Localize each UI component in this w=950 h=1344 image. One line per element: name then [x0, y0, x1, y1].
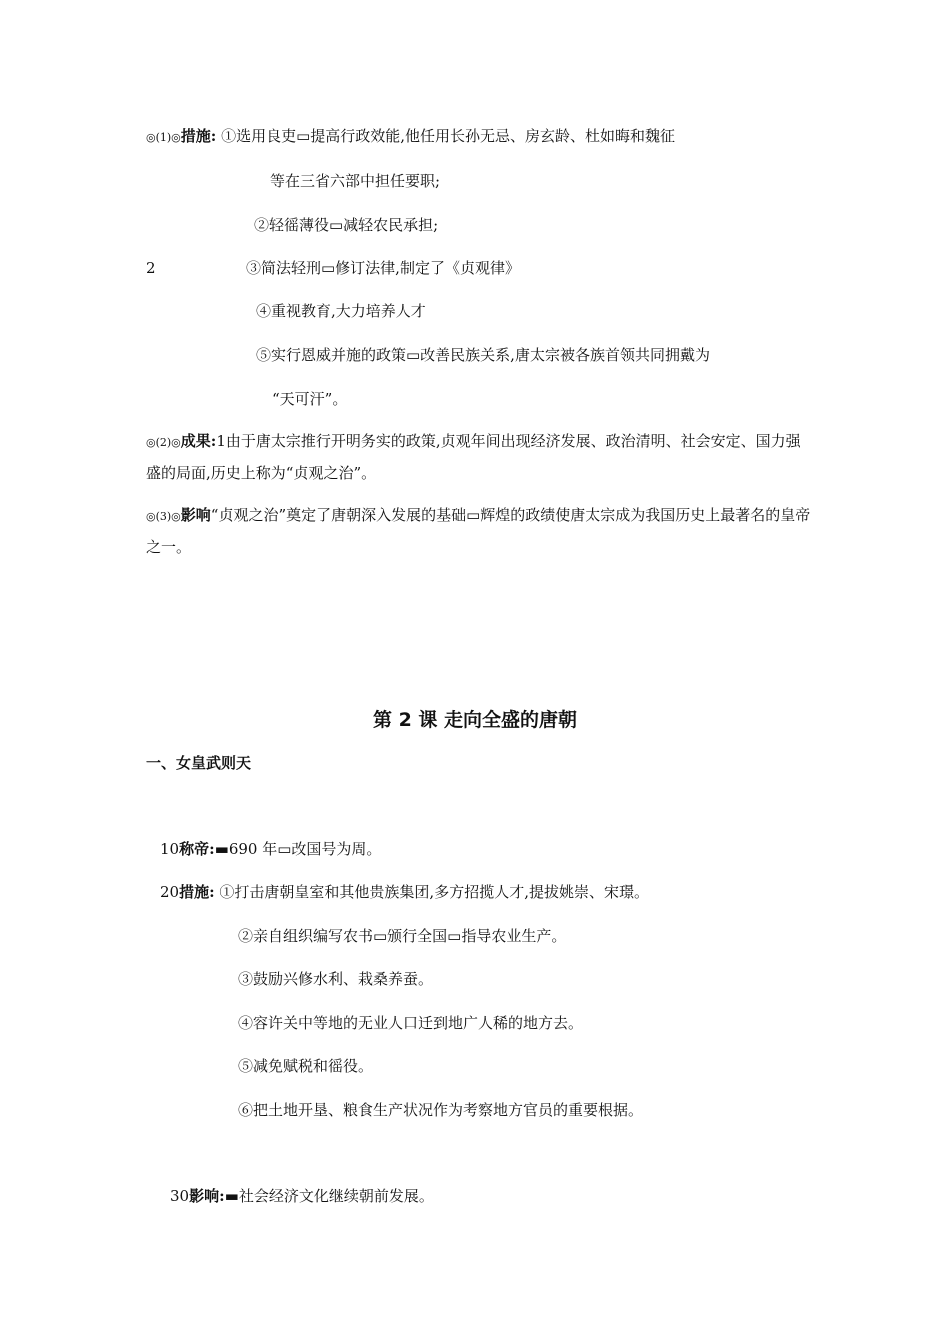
measures-heading-line: [146, 126, 675, 148]
wu-measure-item-3: ③鼓励兴修水利、栽桑养蚕。: [238, 970, 434, 988]
page-number: 2: [146, 259, 156, 277]
wu-measure-item-4: ④容许关中等地的无业人口迁到地广人稀的地方去。: [238, 1014, 584, 1032]
emperor-number: 10: [160, 840, 180, 858]
results-label: 成果:: [180, 432, 217, 450]
wu-measures-line: [160, 882, 649, 902]
measure-item-2: ②轻徭薄役▭减轻农民承担;: [254, 216, 439, 234]
wu-measure-item-2: ②亲自组织编写农书▭颁行全国▭指导农业生产。: [238, 927, 567, 945]
wu-influence-line: [170, 1186, 434, 1206]
results-marker: ◎(2)◎: [146, 436, 181, 449]
lesson-title: 第 2 课 走向全盛的唐朝: [372, 709, 578, 731]
measure-item-4: ④重视教育,大力培养人才: [256, 302, 426, 320]
wu-influence-number: 30: [170, 1187, 190, 1205]
influence-text: “贞观之治”奠定了唐朝深入发展的基础▭辉煌的政绩使唐太宗成为我国历史上最著名的皇帝之一。: [146, 506, 811, 556]
wu-measure-item-6: ⑥把土地开垦、粮食生产状况作为考察地方官员的重要根据。: [238, 1101, 644, 1119]
measure-item-5: ⑤实行恩威并施的政策▭改善民族关系,唐太宗被各族首领共同拥戴为: [256, 346, 710, 364]
measure-item-3: ③简法轻刑▭修订法律,制定了《贞观律》: [246, 259, 520, 277]
wu-measure-item-1: ①打击唐朝皇室和其他贵族集团,多方招揽人才,提拔姚崇、宋璟。: [219, 883, 649, 901]
measures-marker: ◎(1)◎: [146, 131, 181, 144]
influence-marker: ◎(3)◎: [146, 510, 181, 523]
wu-influence-label: 影响:: [189, 1187, 225, 1205]
section-title: 一、女皇武则天: [146, 754, 252, 772]
emperor-label: 称帝:: [179, 840, 215, 858]
wu-measure-item-5: ⑤减免赋税和徭役。: [238, 1057, 374, 1075]
emperor-text: ▬690 年▭改国号为周。: [214, 840, 382, 858]
wu-measures-number: 20: [160, 883, 180, 901]
results-text: 1由于唐太宗推行开明务实的政策,贞观年间出现经济发展、政治清明、社会安定、国力强盛的局面,历史上称为“贞观之治”。: [146, 432, 801, 482]
measure-item-5-cont: “天可汗”。: [272, 390, 348, 408]
influence-paragraph: [146, 500, 811, 562]
measure-item-1-cont: 等在三省六部中担任要职;: [270, 172, 441, 190]
results-paragraph: [146, 426, 811, 488]
emperor-line: [160, 839, 381, 859]
measures-label: 措施:: [180, 127, 217, 145]
wu-measures-label: 措施:: [179, 883, 215, 901]
influence-label: 影响: [180, 506, 211, 524]
wu-influence-text: ▬社会经济文化继续朝前发展。: [224, 1187, 434, 1205]
measure-item-1: ①选用良吏▭提高行政效能,他任用长孙无忌、房玄龄、杜如晦和魏征: [221, 127, 676, 145]
